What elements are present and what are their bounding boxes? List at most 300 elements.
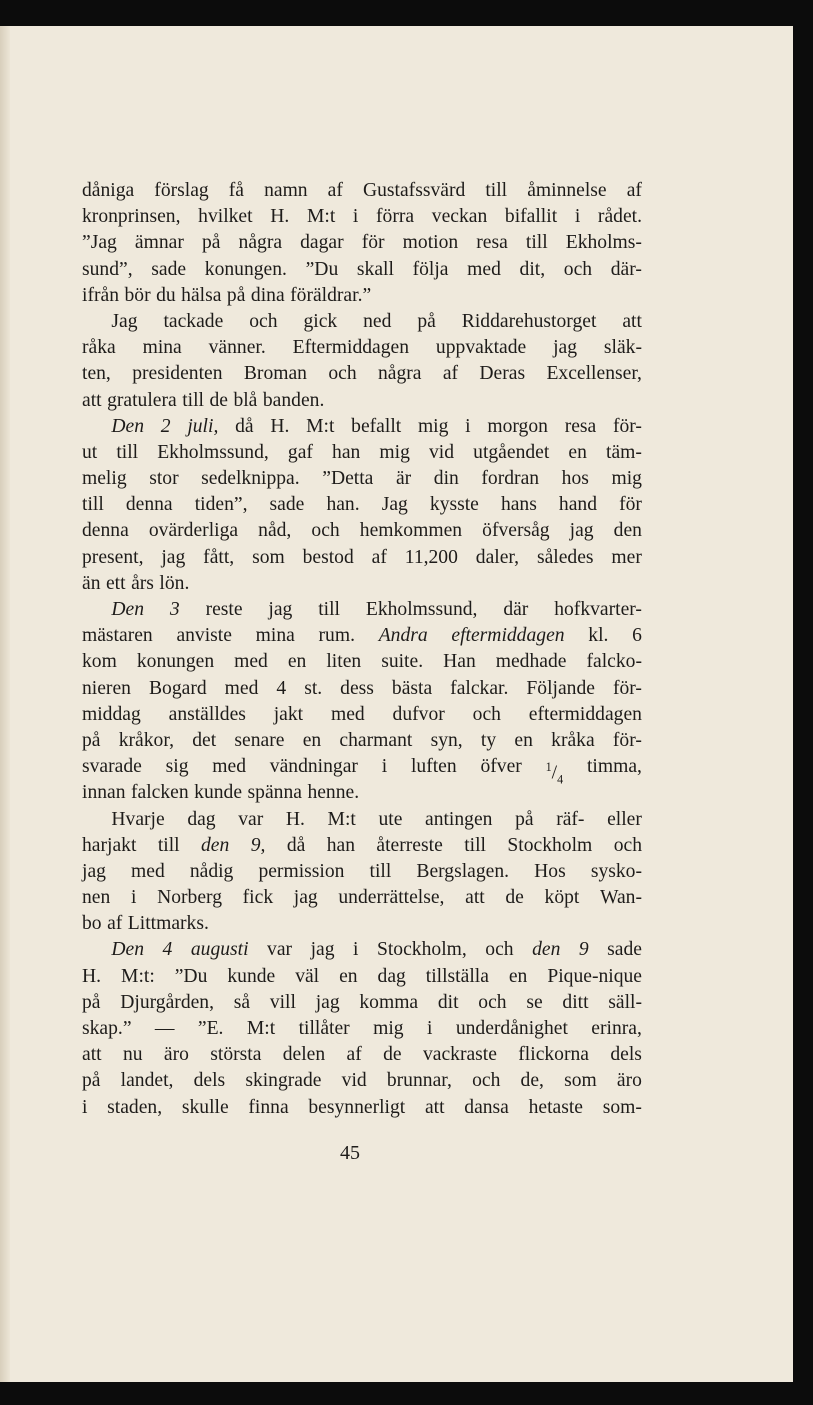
word: lön. bbox=[159, 572, 190, 594]
word: en bbox=[508, 965, 528, 987]
word: gratulera bbox=[107, 389, 177, 411]
word: ut bbox=[82, 441, 98, 463]
word: konungen. bbox=[204, 258, 287, 280]
word: M:t bbox=[306, 206, 336, 228]
word: senare bbox=[234, 729, 285, 751]
word: vackraste bbox=[422, 1044, 497, 1066]
italic-word: Den bbox=[111, 599, 145, 620]
text-line bbox=[82, 728, 642, 754]
word: råka bbox=[82, 337, 116, 359]
word: resa bbox=[564, 415, 597, 437]
word: äro bbox=[163, 1044, 189, 1066]
word: föräldrar.” bbox=[290, 284, 372, 306]
word: mig bbox=[611, 468, 642, 490]
word: sade bbox=[151, 258, 187, 280]
word: vid bbox=[341, 1070, 367, 1092]
word: denna bbox=[82, 520, 129, 542]
word: fick bbox=[242, 887, 274, 909]
word: eller bbox=[607, 808, 642, 830]
word: hälsa bbox=[181, 284, 222, 306]
word: liten bbox=[326, 651, 362, 673]
text-line bbox=[82, 911, 642, 937]
word: finna bbox=[248, 1096, 289, 1118]
word: väl bbox=[295, 965, 320, 987]
word: då bbox=[235, 415, 254, 437]
word: motion bbox=[402, 232, 459, 254]
word: dit bbox=[437, 991, 459, 1013]
word: vill bbox=[269, 991, 296, 1013]
word: sysko- bbox=[590, 860, 642, 882]
word: Littmarks. bbox=[127, 913, 209, 935]
word: ute bbox=[378, 808, 403, 830]
word: st. bbox=[304, 677, 323, 699]
word: äro bbox=[616, 1070, 642, 1092]
word: köpt bbox=[544, 887, 580, 909]
word: de bbox=[383, 1044, 402, 1066]
word: Stockholm, bbox=[376, 939, 467, 961]
word: resa bbox=[476, 232, 508, 254]
word: att bbox=[82, 1044, 102, 1066]
word: Jag bbox=[111, 310, 138, 332]
word: i bbox=[353, 939, 359, 961]
word: ty bbox=[480, 729, 497, 751]
word: sade bbox=[269, 494, 305, 516]
word: i bbox=[352, 206, 359, 228]
word: i bbox=[574, 206, 581, 228]
word: följa bbox=[412, 258, 449, 280]
word: ovärderliga bbox=[148, 520, 239, 542]
word: som- bbox=[602, 1096, 642, 1118]
word: och bbox=[311, 520, 340, 542]
text-line bbox=[82, 204, 642, 230]
word: veckan bbox=[431, 206, 488, 228]
word: till bbox=[157, 834, 180, 856]
word: på bbox=[82, 729, 101, 751]
word: öfver bbox=[480, 756, 522, 778]
word: Norberg bbox=[157, 887, 222, 909]
word: där bbox=[503, 599, 529, 620]
word: att bbox=[465, 887, 485, 909]
word: befallt bbox=[351, 415, 402, 437]
word: de bbox=[505, 887, 524, 909]
word: dag bbox=[187, 808, 216, 830]
word: ”E. bbox=[197, 1018, 224, 1039]
italic-word: Den bbox=[111, 939, 145, 961]
word: konungen bbox=[136, 651, 215, 673]
word: falckar. bbox=[450, 677, 509, 699]
word: mina bbox=[142, 337, 182, 359]
word: Han bbox=[443, 651, 476, 673]
word: Riddarehustorget bbox=[461, 310, 597, 332]
word: mig bbox=[417, 415, 449, 437]
word: af bbox=[346, 1044, 362, 1066]
word: mig bbox=[379, 441, 410, 463]
word: nåd, bbox=[258, 520, 292, 542]
word: ned bbox=[363, 310, 392, 332]
text-line bbox=[82, 361, 642, 387]
text-line bbox=[82, 833, 642, 859]
word: med bbox=[234, 651, 268, 673]
word: på bbox=[201, 232, 221, 254]
word: Hos bbox=[534, 860, 566, 882]
text-line bbox=[82, 964, 642, 990]
word: dagar bbox=[300, 232, 344, 254]
word: och bbox=[478, 991, 507, 1013]
word: förslag bbox=[154, 180, 209, 201]
text-line bbox=[82, 990, 642, 1016]
word: harjakt bbox=[82, 834, 137, 856]
word: ”Du bbox=[305, 258, 339, 280]
word: daler, bbox=[475, 546, 520, 568]
word: blå bbox=[233, 389, 258, 411]
word: och bbox=[328, 363, 357, 385]
word: en bbox=[514, 729, 533, 751]
italic-word: 3 bbox=[169, 599, 180, 620]
word: utgåendet bbox=[473, 441, 550, 463]
word: Eftermiddagen bbox=[292, 337, 410, 359]
word: delen bbox=[282, 1044, 326, 1066]
text-line bbox=[82, 859, 642, 885]
word: ämnar bbox=[134, 232, 184, 254]
body-text bbox=[82, 178, 642, 1121]
word: där- bbox=[610, 258, 642, 280]
word: Pique-nique bbox=[547, 965, 642, 987]
text-line bbox=[82, 309, 642, 335]
word: de bbox=[209, 389, 228, 411]
word: ifrån bbox=[82, 284, 119, 306]
word: uppvaktade bbox=[435, 337, 527, 359]
word: anviste bbox=[176, 625, 232, 647]
word: din bbox=[433, 468, 459, 490]
word: skingrade bbox=[245, 1070, 322, 1092]
word: af bbox=[371, 546, 387, 568]
word: den bbox=[613, 520, 642, 542]
word: sund”, bbox=[82, 258, 133, 280]
word: ditt bbox=[562, 991, 589, 1013]
word: dansa bbox=[464, 1096, 509, 1118]
word: hos bbox=[561, 468, 589, 490]
word: Wan- bbox=[600, 887, 642, 909]
word: åminnelse bbox=[527, 180, 607, 201]
word: tillställa bbox=[425, 965, 489, 987]
word: jag bbox=[293, 887, 318, 909]
book-page bbox=[0, 26, 793, 1382]
word: tackade bbox=[163, 310, 224, 332]
text-line bbox=[82, 807, 642, 833]
word: återreste bbox=[376, 834, 443, 856]
word: att bbox=[424, 1096, 445, 1118]
word: bästa bbox=[391, 677, 433, 699]
word: i bbox=[82, 1096, 88, 1118]
word: mästaren bbox=[82, 625, 153, 647]
word: bör bbox=[124, 284, 151, 306]
italic-word: Andra bbox=[378, 625, 428, 647]
word: af bbox=[442, 363, 459, 385]
word: syn, bbox=[430, 729, 463, 751]
word: på bbox=[82, 1070, 101, 1092]
word: nieren bbox=[82, 677, 131, 699]
word: innan bbox=[82, 782, 126, 804]
word: att bbox=[622, 310, 642, 332]
word: reste bbox=[205, 599, 243, 620]
word: på bbox=[417, 310, 436, 332]
word: se bbox=[526, 991, 543, 1013]
word: som bbox=[564, 1070, 597, 1092]
word: 6 bbox=[632, 625, 642, 647]
word: jag bbox=[553, 337, 578, 359]
word: vändningar bbox=[269, 756, 358, 778]
word: års bbox=[131, 572, 154, 594]
word: af bbox=[626, 180, 642, 201]
word: dels bbox=[610, 1044, 642, 1066]
word: vänner. bbox=[208, 337, 266, 359]
word: täm- bbox=[606, 441, 642, 463]
word: förra bbox=[376, 206, 415, 228]
text-line bbox=[82, 1016, 642, 1042]
word: nådig bbox=[189, 860, 234, 882]
word: melig bbox=[82, 468, 127, 490]
word: hofkvarter- bbox=[554, 599, 642, 620]
word: Ekholmssund, bbox=[365, 599, 478, 620]
word: gick bbox=[303, 310, 338, 332]
word: hand bbox=[558, 494, 598, 516]
word: rådet. bbox=[597, 206, 642, 228]
word: skall bbox=[356, 258, 394, 280]
word: jakt bbox=[273, 703, 304, 725]
word: han bbox=[332, 441, 361, 463]
italic-word: 4 bbox=[162, 939, 173, 961]
word: ”Detta bbox=[322, 468, 374, 490]
word: några bbox=[377, 363, 422, 385]
word: af bbox=[327, 180, 343, 201]
word: i bbox=[130, 887, 137, 909]
text-line bbox=[82, 414, 642, 440]
word: än bbox=[82, 572, 101, 594]
word: banden. bbox=[262, 389, 325, 411]
word: mer bbox=[611, 546, 642, 568]
text-line bbox=[82, 571, 642, 597]
word: 4 bbox=[276, 677, 287, 699]
word: Ekholms- bbox=[565, 232, 642, 254]
word: flickorna bbox=[518, 1044, 590, 1066]
word: i bbox=[381, 756, 388, 778]
word: svarade bbox=[82, 756, 142, 778]
word: H. bbox=[82, 965, 102, 987]
word: med bbox=[131, 860, 165, 882]
word: för- bbox=[612, 415, 642, 437]
word: spänna bbox=[247, 782, 302, 804]
word: eftermiddagen bbox=[528, 703, 642, 725]
word: antingen bbox=[425, 808, 493, 830]
word: jag bbox=[310, 939, 335, 961]
word: tiden”, bbox=[194, 494, 248, 516]
word: Excellenser, bbox=[546, 363, 642, 385]
word: gaf bbox=[287, 441, 313, 463]
word: och bbox=[472, 1070, 501, 1092]
word: kom bbox=[82, 651, 117, 673]
word: presidenten bbox=[132, 363, 223, 385]
word: till bbox=[369, 860, 392, 882]
word: ”Du bbox=[174, 965, 208, 987]
word: kunde bbox=[194, 782, 243, 804]
word: var bbox=[238, 808, 264, 830]
word: komma bbox=[359, 991, 419, 1013]
word: M:t bbox=[327, 808, 356, 830]
word: M:t bbox=[246, 1018, 276, 1039]
word: för- bbox=[612, 729, 642, 751]
word: dufvor bbox=[392, 703, 445, 725]
word: ”Jag bbox=[82, 232, 117, 254]
word: jag bbox=[569, 520, 594, 542]
word: en bbox=[339, 965, 358, 987]
word: Stockholm bbox=[507, 834, 593, 856]
word: — bbox=[154, 1018, 175, 1039]
word: permission bbox=[258, 860, 345, 882]
word: dit, bbox=[519, 258, 546, 280]
word: några bbox=[238, 232, 283, 254]
word: hans bbox=[500, 494, 537, 516]
text-line bbox=[82, 257, 642, 283]
italic-word: eftermiddagen bbox=[451, 625, 565, 647]
word: och bbox=[485, 939, 514, 961]
word: kysste bbox=[429, 494, 479, 516]
text-line bbox=[82, 1095, 642, 1121]
word: Jag bbox=[381, 494, 408, 516]
page-edge bbox=[0, 26, 10, 1382]
word: kråka bbox=[551, 729, 595, 751]
word: till bbox=[485, 180, 508, 201]
word: kl. bbox=[588, 625, 609, 647]
word: på bbox=[226, 284, 246, 306]
word: jag bbox=[268, 599, 293, 620]
word: på bbox=[82, 991, 101, 1013]
text-line bbox=[82, 623, 642, 649]
word: få bbox=[228, 180, 245, 201]
word: falcko- bbox=[586, 651, 642, 673]
text-line bbox=[82, 466, 642, 492]
word: M:t bbox=[306, 415, 335, 437]
word: 11,200 bbox=[404, 546, 458, 568]
word: hvilket bbox=[198, 206, 253, 228]
word: till bbox=[525, 232, 548, 254]
word: släk- bbox=[603, 337, 642, 359]
word: denna bbox=[125, 494, 173, 516]
word: dess bbox=[340, 677, 374, 699]
word: var bbox=[267, 939, 293, 961]
italic-word: juli, bbox=[187, 415, 219, 437]
word: stor bbox=[149, 468, 179, 490]
word: till bbox=[116, 441, 139, 463]
word: jag bbox=[82, 860, 106, 882]
text-line bbox=[82, 649, 642, 675]
word: medhade bbox=[495, 651, 567, 673]
text-line bbox=[82, 1042, 642, 1068]
word: rum. bbox=[318, 625, 355, 647]
word: underdånighet bbox=[455, 1018, 568, 1039]
word: kråkor, bbox=[118, 729, 174, 751]
word: öfversåg bbox=[482, 520, 550, 542]
word: hemkommen bbox=[359, 520, 463, 542]
italic-word: 2 bbox=[160, 415, 171, 437]
word: med bbox=[330, 703, 365, 725]
italic-word: augusti bbox=[190, 939, 249, 961]
text-line bbox=[82, 676, 642, 702]
word: present, bbox=[82, 546, 144, 568]
word: Hvarje bbox=[111, 808, 165, 830]
word: ett bbox=[105, 572, 126, 594]
italic-word: 9, bbox=[250, 834, 266, 856]
word: för bbox=[361, 232, 385, 254]
word: Djurgården, bbox=[120, 991, 215, 1013]
word: du bbox=[156, 284, 176, 306]
word: Bogard bbox=[148, 677, 207, 699]
word: till bbox=[82, 494, 104, 516]
word: tillåter bbox=[298, 1018, 350, 1039]
word: räf- bbox=[556, 808, 585, 830]
text-line bbox=[82, 597, 642, 623]
word: sade bbox=[607, 939, 642, 961]
word: på bbox=[515, 808, 534, 830]
word: dina bbox=[250, 284, 285, 306]
word: han bbox=[326, 834, 356, 856]
word: hetaste bbox=[528, 1096, 584, 1118]
word: dag bbox=[377, 965, 406, 987]
word: han. bbox=[326, 494, 360, 516]
text-line bbox=[82, 754, 642, 787]
word: H. bbox=[285, 808, 305, 830]
word: luften bbox=[410, 756, 457, 778]
text-line bbox=[82, 518, 642, 544]
word: med bbox=[224, 677, 259, 699]
word: H. bbox=[270, 415, 290, 437]
word: en bbox=[287, 651, 307, 673]
word: och bbox=[563, 258, 593, 280]
word: till bbox=[464, 834, 486, 856]
word: med bbox=[467, 258, 501, 280]
word: henne. bbox=[307, 782, 360, 804]
word: H. bbox=[270, 206, 290, 228]
word: fått, bbox=[203, 546, 235, 568]
word: kunde bbox=[227, 965, 276, 987]
word: jag bbox=[315, 991, 340, 1013]
word: besynnerligt bbox=[308, 1096, 406, 1118]
text-line bbox=[82, 230, 642, 256]
page-number: 45 bbox=[340, 1142, 360, 1164]
word: dels bbox=[193, 1070, 226, 1092]
word: Gustafssvärd bbox=[362, 180, 466, 201]
word: falcken bbox=[131, 782, 189, 804]
word: och bbox=[472, 703, 501, 725]
word: M:t: bbox=[121, 965, 155, 987]
word: till bbox=[182, 389, 204, 411]
text-line bbox=[82, 388, 642, 414]
word: de, bbox=[520, 1070, 544, 1092]
text-line bbox=[82, 283, 642, 309]
word: i bbox=[426, 1018, 433, 1039]
word: en bbox=[302, 729, 322, 751]
word: det bbox=[192, 729, 217, 751]
word: så bbox=[233, 991, 251, 1013]
word: dåniga bbox=[82, 180, 135, 201]
word: mina bbox=[255, 625, 295, 647]
word: och bbox=[613, 834, 642, 856]
word: $^1/_4$ bbox=[545, 760, 564, 787]
italic-word: den bbox=[532, 939, 561, 961]
word: staden, bbox=[107, 1096, 163, 1118]
text-line bbox=[82, 1068, 642, 1094]
word: timma, bbox=[586, 756, 642, 778]
word: en bbox=[568, 441, 587, 463]
